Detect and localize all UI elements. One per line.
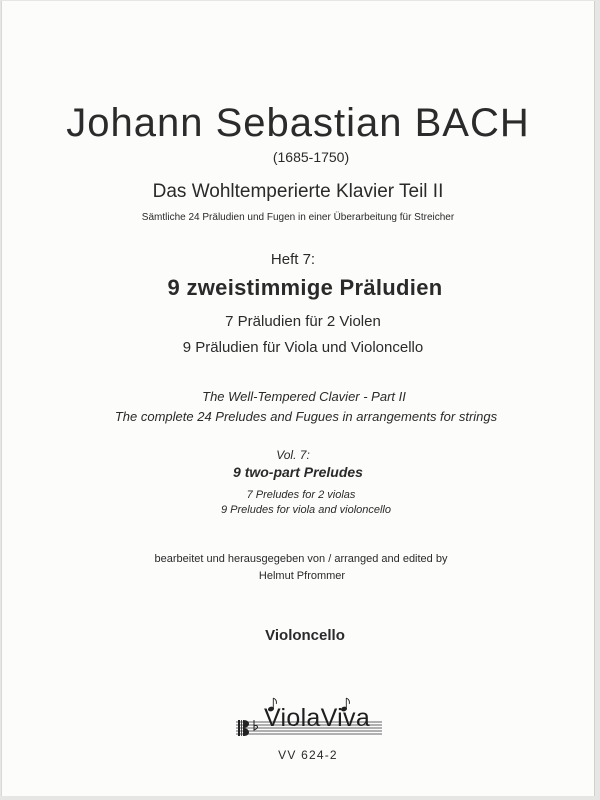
contents-line-english-2: 9 Preludes for viola and violoncello xyxy=(221,504,391,516)
volume-title-german: 9 zweistimmige Präludien xyxy=(167,275,443,300)
volume-label-german: Heft 7: xyxy=(270,251,316,268)
work-subtitle: Sämtliche 24 Präludien und Fugen in einer Überarbeitung für Streicher xyxy=(141,212,455,223)
publisher-logo xyxy=(232,694,392,742)
work-title: Das Wohltemperierte Klavier Teil II xyxy=(152,181,444,202)
contents-line-english-1: 7 Preludes for 2 violas xyxy=(246,489,356,501)
title-page xyxy=(2,1,594,796)
instrument-name: Violoncello xyxy=(265,627,345,644)
catalog-number: VV 624-2 xyxy=(278,748,338,762)
volume-title-english: 9 two-part Preludes xyxy=(233,464,363,480)
composer-dates: (1685-1750) xyxy=(272,149,350,165)
contents-line-german-1: 7 Präludien für 2 Violen xyxy=(225,313,381,330)
publisher-logo-text: ViolaViva xyxy=(264,704,371,732)
editor-name: Helmut Pfrommer xyxy=(258,570,346,582)
editor-caption: bearbeitet und herausgegeben von / arranged and edited by xyxy=(154,553,448,565)
work-title-english: The Well-Tempered Clavier - Part II xyxy=(202,389,406,404)
composer-name: Johann Sebastian BACH xyxy=(66,101,530,145)
contents-line-german-2: 9 Präludien für Viola und Violoncello xyxy=(182,339,424,356)
work-subtitle-english: The complete 24 Preludes and Fugues in arrangements for strings xyxy=(114,409,498,424)
volume-label-english: Vol. 7: xyxy=(276,448,310,462)
